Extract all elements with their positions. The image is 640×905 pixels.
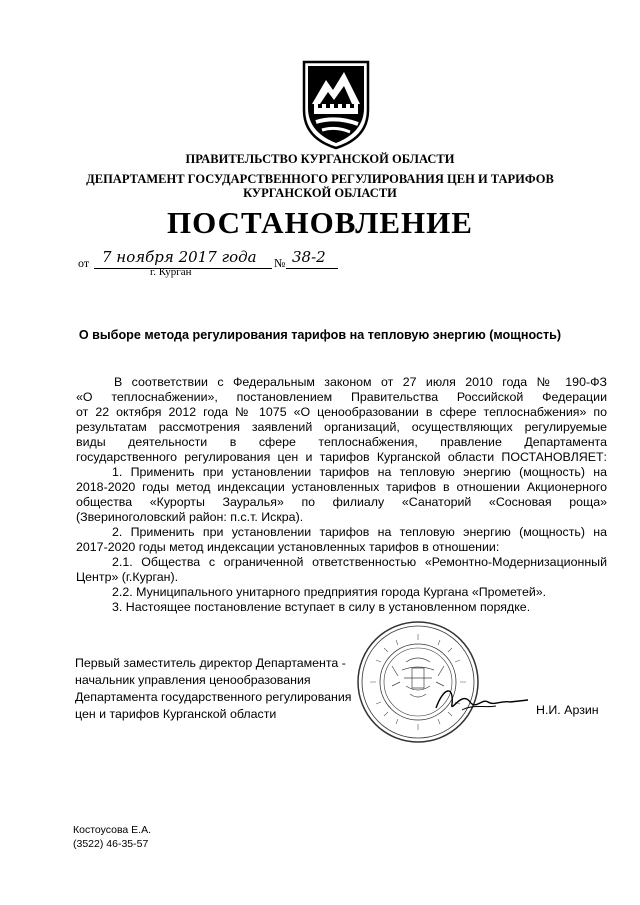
paragraph-item-2-1: 2.1. Общества с ограниченной ответственностью «Ремонтно-Модернизационный Центр» (г.Курган). [76, 555, 607, 584]
handwritten-signature-icon [432, 680, 532, 720]
coat-of-arms-icon [300, 58, 372, 150]
department-name: ДЕПАРТАМЕНТ ГОСУДАРСТВЕННОГО РЕГУЛИРОВАНИЯ ЦЕН И ТАРИФОВ КУРГАНСКОЙ ОБЛАСТИ [86, 172, 554, 200]
number-prefix: № [274, 256, 286, 270]
paragraph-preamble: В соответствии с Федеральным законом от 27 июля 2010 года № 190-ФЗ «О теплоснабжении», постановлением Правительства Российской Федерации от 22 октября 2012 года № 1075 «О ценообразовании в сфере теплоснабжения» по результатам рассмотрения заявлений организаций, осуществляющих регулируемые виды деятельности в сфере теплоснабжения, правление Департамента государственного регулирования цен и тарифов Курганской области ПОСТАНОВЛЯЕТ: [76, 375, 607, 464]
number-underline [286, 268, 338, 269]
signatory-name: Н.И. Арзин [536, 703, 599, 717]
executor-name: Костоусова Е.А. [73, 824, 152, 836]
signatory-title: Первый заместитель директор Департамента - начальник управления ценообразования Департамента государственного регулирования цен и тарифов Курганской области [75, 656, 352, 721]
handwritten-number: 38-2 [292, 248, 326, 266]
document-subject: О выборе метода регулирования тарифов на тепловую энергию (мощность) [78, 328, 562, 342]
paragraph-item-2: 2. Применить при установлении тарифов на тепловую энергию (мощность) на 2017-2020 годы метод индексации установленных тарифов в отношении: [76, 525, 607, 554]
executor-block [73, 823, 151, 851]
city: г. Курган [150, 266, 192, 278]
paragraph-item-1: 1. Применить при установлении тарифов на тепловую энергию (мощность) на 2018-2020 годы метод индексации установленных тарифов в отношении Акционерного общества «Курорты Зауралья» по филиалу «Санаторий «Сосновая роща» (Звериноголовский район: п.с.т. Искра). [76, 465, 607, 524]
handwritten-date: 7 ноября 2017 года [102, 248, 257, 266]
date-number-line [78, 250, 358, 278]
executor-phone: (3522) 46-35-57 [73, 838, 149, 850]
document-type-title: ПОСТАНОВЛЕНИЕ [167, 205, 473, 240]
paragraph-item-3: 3. Настоящее постановление вступает в силу в установленном порядке. [112, 600, 531, 614]
paragraph-item-2-2: 2.2. Муниципального унитарного предприятия города Кургана «Прометей». [112, 585, 547, 599]
government-name: ПРАВИТЕЛЬСТВО КУРГАНСКОЙ ОБЛАСТИ [185, 152, 455, 166]
date-prefix: от [78, 256, 90, 270]
